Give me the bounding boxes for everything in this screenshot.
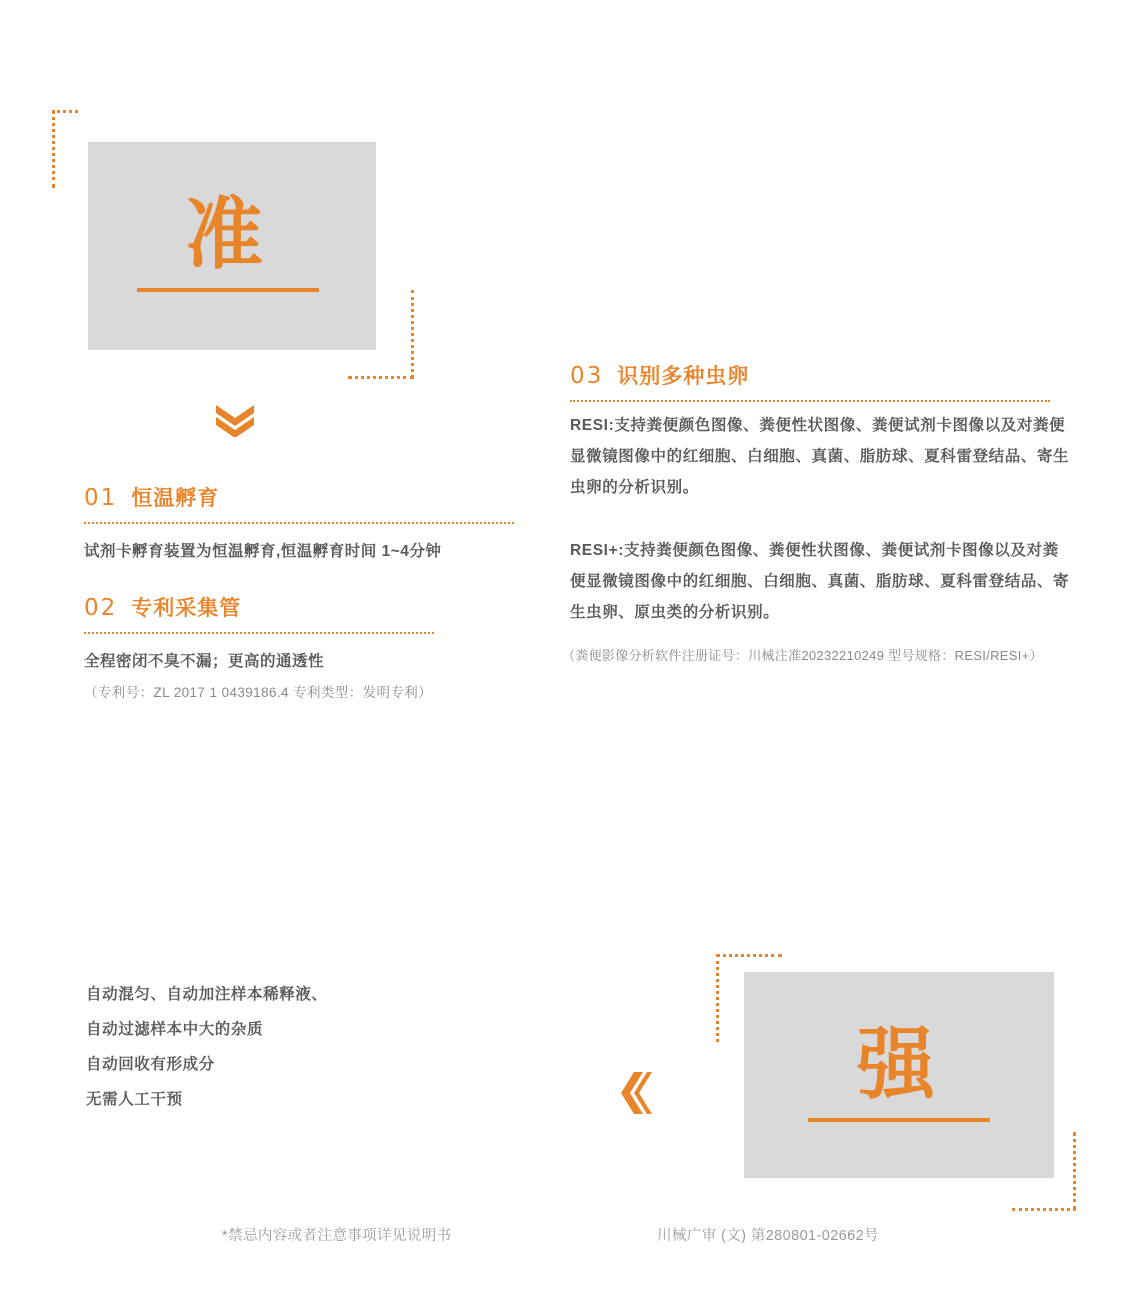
right-paragraph-1: RESI:支持粪便颜色图像、粪便性状图像、粪便试剂卡图像以及对粪便显微镜图像中的红细胞、白细胞、真菌、脂肪球、夏科雷登结品、寄生虫卵的分析识别。 <box>570 417 1070 496</box>
footer-disclaimer: *禁忌内容或者注意事项详见说明书 <box>222 1228 452 1244</box>
section-02-body: 全程密闭不臭不漏；更高的通透性 <box>84 653 325 670</box>
hero-rule-top <box>137 288 319 292</box>
feature-list <box>86 978 416 1118</box>
section-02-divider <box>84 632 434 634</box>
hero-char-bottom: 强 <box>857 1020 938 1110</box>
section-02-title: 专利采集管 <box>131 596 242 620</box>
feature-list-item: 自动回收有形成分 <box>86 1055 215 1073</box>
section-03 <box>570 360 1050 402</box>
feature-list-item: 无需人工干预 <box>86 1090 183 1108</box>
section-01 <box>84 482 514 565</box>
section-01-header <box>84 482 514 512</box>
decor-bracket-top-left-horizontal <box>52 110 78 113</box>
decor-bracket-hero-bottom-horizontal <box>716 954 782 957</box>
decor-bracket-bottom-right-vertical <box>1073 1132 1076 1210</box>
chevron-left-icon-svg <box>618 1072 652 1114</box>
hero-char-top: 准 <box>185 190 266 280</box>
hero-rule-bottom <box>808 1118 990 1122</box>
chevron-down-icon <box>216 405 254 442</box>
section-01-title: 恒温孵育 <box>131 486 220 510</box>
chevron-down-icon-svg <box>216 405 254 437</box>
section-03-number: 03 <box>570 363 604 389</box>
feature-list-item: 自动混匀、自动加注样本稀释液、 <box>86 986 328 1003</box>
section-01-body: 试剂卡孵育装置为恒温孵育,恒温孵育时间 1~4分钟 <box>84 543 442 560</box>
section-02-note: （专利号：ZL 2017 1 0439186.4 专利类型：发明专利） <box>84 685 433 701</box>
decor-bracket-hero-top-horizontal <box>348 376 414 379</box>
section-03-title: 识别多种虫卵 <box>617 364 750 388</box>
footer-approval-number: 川械广审 (文) 第280801-02662号 <box>657 1228 879 1244</box>
decor-bracket-bottom-right-horizontal <box>1012 1208 1076 1211</box>
decor-bracket-hero-bottom-vertical <box>716 954 719 1042</box>
right-paragraph-2: RESI+:支持粪便颜色图像、粪便性状图像、粪便试剂卡图像以及对粪便显微镜图像中的红细胞、白细胞、真菌、脂肪球、夏科雷登结品、寄生虫卵、原虫类的分析识别。 <box>570 542 1070 621</box>
registration-note: （粪便影像分析软件注册证号：川械注准20232210249 型号规格：RESI/RESI+） <box>562 648 1043 663</box>
section-02-header <box>84 592 434 622</box>
section-01-number: 01 <box>84 485 118 511</box>
section-03-divider <box>570 400 1050 402</box>
decor-bracket-top-left-vertical <box>52 110 55 188</box>
feature-list-item: 自动过滤样本中大的杂质 <box>86 1020 264 1038</box>
section-02-number: 02 <box>84 595 118 621</box>
section-02 <box>84 592 434 701</box>
section-01-divider <box>84 522 514 524</box>
section-03-header <box>570 360 1050 390</box>
decor-bracket-hero-top-vertical <box>411 290 414 378</box>
chevron-left-icon <box>618 1072 652 1119</box>
